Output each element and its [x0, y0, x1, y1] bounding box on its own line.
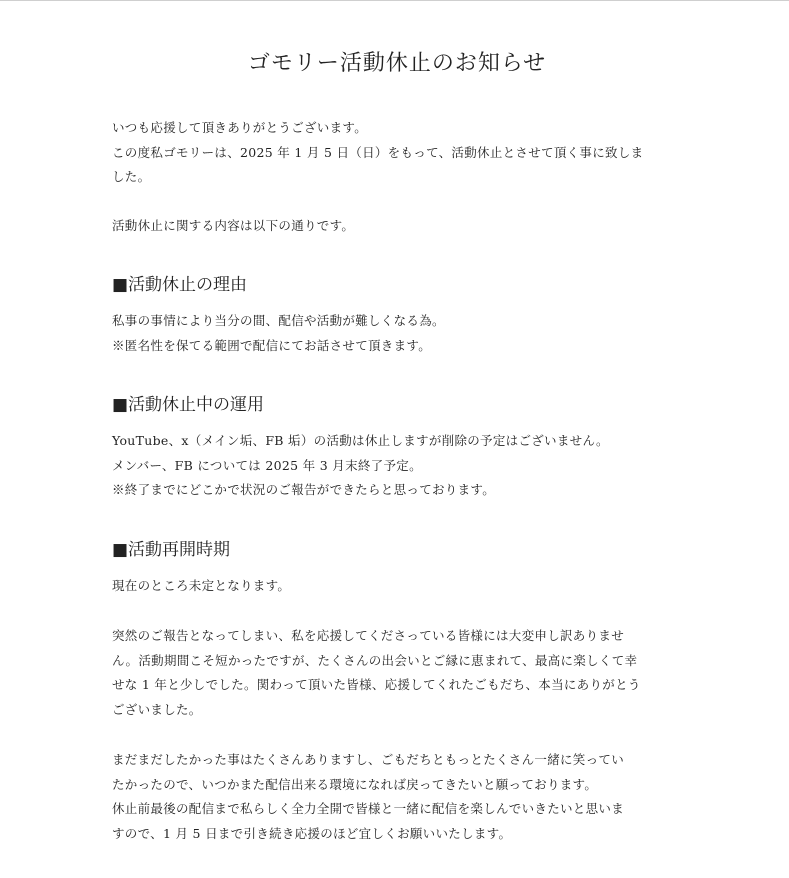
section-body-operation: [112, 429, 682, 503]
section-line: メンバー、FB については 2025 年 3 月末終了予定。: [112, 457, 422, 473]
closing-line: 突然のご報告となってしまい、私を応援してくださっている皆様には大変申し訳ありませ: [112, 628, 625, 643]
section-resume: [112, 535, 682, 599]
section-operation: [112, 390, 682, 503]
closing-line: まだまだしたかった事はたくさんありますし、ごもだちともっとたくさん一緒に笑ってい: [112, 752, 625, 767]
section-body-reason: [112, 309, 682, 358]
closing-line: せな 1 年と少しでした。関わって頂いた皆様、応援してくれたごもだち、本当にありがとう: [112, 677, 641, 692]
closing-line: すので、1 月 5 日まで引き続き応援のほど宜しくお願いいたします。: [112, 825, 512, 841]
section-heading-resume: ■活動再開時期: [112, 539, 231, 560]
intro-line: この度私ゴモリーは、2025 年 1 月 5 日（日）をもって、活動休止とさせて頂く事に致しま: [112, 144, 644, 160]
section-body-resume: [112, 574, 682, 599]
announcement-document: [112, 46, 682, 846]
top-divider: [0, 0, 789, 1]
section-line: ※匿名性を保てる範囲で配信にてお話させて頂きます。: [112, 337, 432, 353]
intro-line: いつも応援して頂きありがとうございます。: [112, 120, 368, 135]
closing-paragraph-future: [112, 748, 682, 846]
intro-paragraph: [112, 116, 682, 190]
section-heading-operation: ■活動休止中の運用: [112, 395, 265, 415]
section-reason: [112, 270, 682, 358]
page-title: ゴモリー活動休止のお知らせ: [247, 51, 547, 76]
closing-line: ん。活動期間こそ短かったですが、たくさんの出会いとご縁に恵まれて、最高に楽しくて幸: [112, 652, 638, 668]
closing-line: 休止前最後の配信まで私らしく全力全開で皆様と一緒に配信を楽しんでいきたいと思いま: [112, 801, 625, 816]
section-line: 現在のところ未定となります。: [112, 577, 291, 593]
closing-paragraph-apology: [112, 624, 682, 722]
section-heading-reason: ■活動休止の理由: [112, 275, 248, 295]
contents-note: [112, 214, 682, 239]
closing-line: たかったので、いつかまた配信出来る環境になれば戻ってきたいと願っております。: [112, 776, 598, 792]
section-line: 私事の事情により当分の間、配信や活動が難しくなる為。: [112, 313, 445, 328]
intro-line: した。: [112, 169, 151, 184]
section-line: ※終了までにどこかで状況のご報告ができたらと思っております。: [112, 482, 496, 497]
contents-note-line: 活動休止に関する内容は以下の通りです。: [112, 217, 355, 233]
section-line: YouTube、x（メイン垢、FB 垢）の活動は休止しますが削除の予定はございません。: [112, 433, 609, 448]
closing-line: ございました。: [112, 701, 202, 717]
